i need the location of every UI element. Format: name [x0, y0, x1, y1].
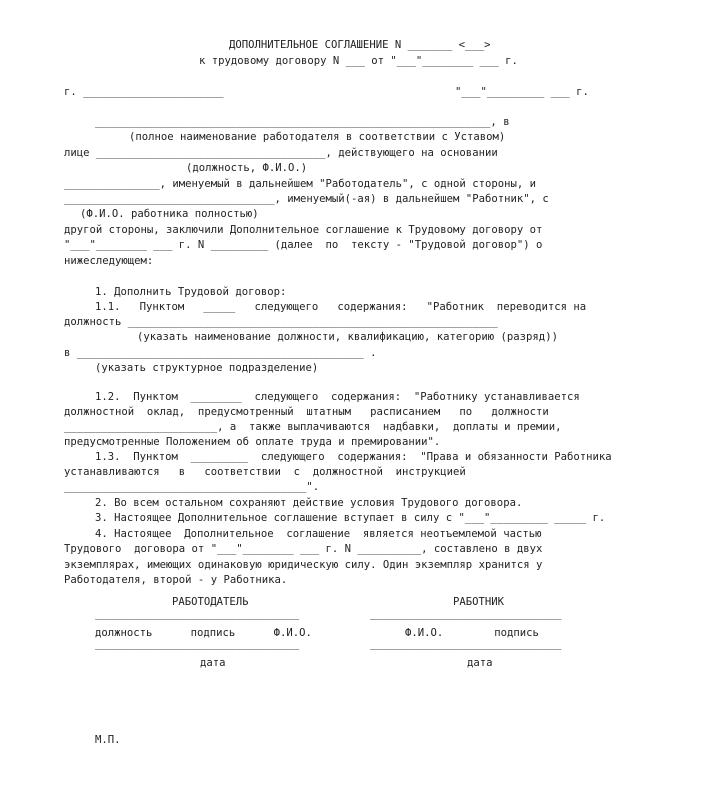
employee-name-caption: (Ф.И.О. работника полностью) — [80, 208, 259, 220]
preamble-text-line: другой стороны, заключили Дополнительное соглашение к Трудовому договору от — [64, 224, 543, 236]
department-caption: (указать структурное подразделение) — [95, 362, 319, 374]
date-field: "___"_________ ___ г. — [455, 86, 589, 98]
clause-1-2: 1.2. Пунктом ________ следующего содержания: "Работнику устанавливается — [95, 391, 580, 403]
clause-4-text: Работодателя, второй - у Работника. — [64, 574, 288, 586]
clause-4-text: экземплярах, имеющих одинаковую юридическую силу. Один экземпляр хранится у — [64, 559, 543, 571]
stamp-place: М.П. — [95, 734, 121, 746]
clause-1-2-text: должностной оклад, предусмотренный штатным расписанием по должности — [64, 406, 549, 418]
clause-1-2-text: ________________________, а также выплачиваются надбавки, доплаты и премии, — [64, 421, 562, 433]
position-line: должность __________________________________________________________ — [64, 316, 498, 328]
employer-signature-title: РАБОТОДАТЕЛЬ — [172, 596, 249, 608]
document-title: ДОПОЛНИТЕЛЬНОЕ СОГЛАШЕНИЕ N _______ <___> — [229, 39, 491, 51]
clause-1-1: 1.1. Пунктом _____ следующего содержания: "Работник переводится на — [95, 301, 587, 313]
employee-date-line: ______________________________ — [370, 638, 562, 650]
clause-4-text: Трудового договора от "___"________ ___ г. N __________, составлено в двух — [64, 543, 543, 555]
employer-name-line: ______________________________________________________________, в — [95, 116, 510, 128]
preamble-text-line: нижеследующем: — [64, 255, 154, 267]
clause-1-3-text: устанавливаются в соответствии с должностной инструкцией — [64, 466, 466, 478]
clause-4: 4. Настоящее Дополнительное соглашение является неотъемлемой частью — [95, 528, 542, 540]
place-field: г. ______________________ — [64, 86, 224, 98]
employer-signature-line: ________________________________ — [95, 608, 300, 620]
representative-caption: (должность, Ф.И.О.) — [186, 162, 308, 174]
employer-signature-labels: должность подпись Ф.И.О. — [95, 627, 312, 639]
clause-1: 1. Дополнить Трудовой договор: — [95, 286, 287, 298]
employee-date-label: дата — [467, 657, 493, 669]
employer-date-label: дата — [200, 657, 226, 669]
employer-name-caption: (полное наименование работодателя в соответствии с Уставом) — [129, 131, 506, 143]
preamble-text-line: "___"________ ___ г. N _________ (далее по тексту - "Трудовой договор") о — [64, 239, 543, 251]
employee-name-line: _________________________________, именуемый(-ая) в дальнейшем "Работник", с — [64, 193, 549, 205]
employee-signature-labels: Ф.И.О. подпись — [405, 627, 539, 639]
clause-2: 2. Во всем остальном сохраняют действие условия Трудового договора. — [95, 497, 523, 509]
employee-signature-title: РАБОТНИК — [453, 596, 505, 608]
employer-date-line: ________________________________ — [95, 638, 300, 650]
clause-1-3: 1.3. Пунктом _________ следующего содержания: "Права и обязанности Работника — [95, 451, 612, 463]
basis-line: _______________, именуемый в дальнейшем "Работодатель", с одной стороны, и — [64, 178, 536, 190]
clause-1-3-text: ______________________________________". — [64, 481, 320, 493]
document-subtitle: к трудовому договору N ___ от "___"________ ___ г. — [199, 55, 518, 67]
clause-1-2-text: предусмотренные Положением об оплате труда и премировании". — [64, 436, 441, 448]
position-caption: (указать наименование должности, квалификацию, категорию (разряд)) — [137, 331, 558, 343]
employee-signature-line: ______________________________ — [370, 608, 562, 620]
department-line: в _____________________________________________ . — [64, 347, 377, 359]
clause-3: 3. Настоящее Дополнительное соглашение вступает в силу с "___"_________ _____ г. — [95, 512, 606, 524]
representative-line: лице ____________________________________, действующего на основании — [64, 147, 498, 159]
